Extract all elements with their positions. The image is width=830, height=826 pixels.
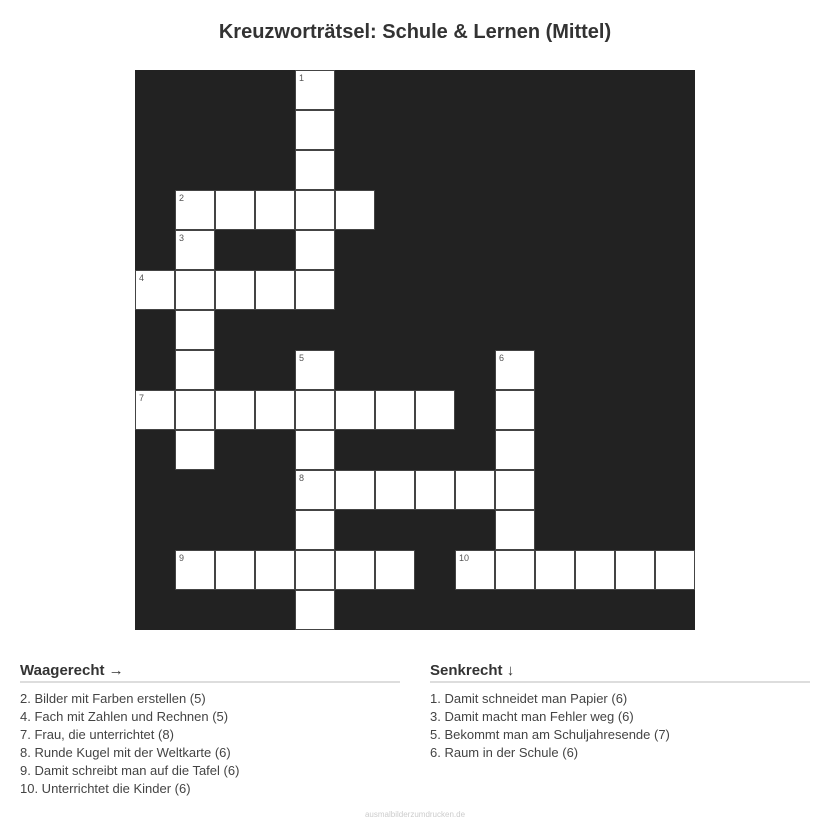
puzzle-title: Kreuzworträtsel: Schule & Lernen (Mittel)	[218, 21, 612, 43]
down-clues	[430, 662, 810, 762]
clue-number: 3	[179, 233, 185, 243]
grid-cell[interactable]	[255, 550, 295, 590]
across-clue-8: 8. Runde Kugel mit der Weltkarte (6)	[20, 745, 231, 760]
grid-cell[interactable]	[175, 190, 215, 230]
grid-cell[interactable]	[375, 390, 415, 430]
grid-cell[interactable]	[335, 550, 375, 590]
grid-cell[interactable]	[295, 390, 335, 430]
down-heading: Senkrecht ↓	[430, 662, 810, 683]
grid-cell[interactable]	[495, 430, 535, 470]
grid-cell[interactable]	[215, 390, 255, 430]
down-clue-3: 3. Damit macht man Fehler weg (6)	[430, 709, 634, 724]
grid-cell[interactable]	[135, 390, 175, 430]
grid-cell[interactable]	[575, 550, 615, 590]
grid-cell[interactable]	[175, 390, 215, 430]
across-clues	[20, 662, 400, 798]
grid-cell[interactable]	[495, 470, 535, 510]
grid-cell[interactable]	[295, 270, 335, 310]
grid-cell[interactable]	[175, 230, 215, 270]
grid-cell[interactable]	[215, 270, 255, 310]
grid-cell[interactable]	[175, 430, 215, 470]
grid-cell[interactable]	[295, 230, 335, 270]
grid-cell[interactable]	[295, 350, 335, 390]
grid-cell[interactable]	[255, 270, 295, 310]
grid-cell[interactable]	[655, 550, 695, 590]
grid-cell[interactable]	[295, 190, 335, 230]
clue-number: 2	[179, 193, 185, 203]
grid-cell[interactable]	[335, 390, 375, 430]
clue-number: 7	[139, 393, 145, 403]
clue-number: 4	[139, 273, 145, 283]
clue-number: 1	[299, 73, 305, 83]
grid-cell[interactable]	[335, 470, 375, 510]
clue-number: 10	[459, 553, 470, 563]
grid-cell[interactable]	[175, 350, 215, 390]
grid-cell[interactable]	[495, 510, 535, 550]
clue-number: 8	[299, 473, 305, 483]
across-clue-4: 4. Fach mit Zahlen und Rechnen (5)	[20, 709, 229, 724]
clue-number: 5	[299, 353, 305, 363]
grid-cell[interactable]	[215, 550, 255, 590]
grid-cell[interactable]	[375, 470, 415, 510]
grid-cell[interactable]	[175, 310, 215, 350]
grid-cell[interactable]	[295, 470, 335, 510]
clue-number: 9	[179, 553, 185, 563]
across-clue-7: 7. Frau, die unterrichtet (8)	[20, 727, 174, 742]
grid-cell[interactable]	[415, 470, 455, 510]
down-clue-6: 6. Raum in der Schule (6)	[430, 745, 579, 760]
grid-cell[interactable]	[295, 70, 335, 110]
grid-cell[interactable]	[535, 550, 575, 590]
grid-cell[interactable]	[335, 190, 375, 230]
grid-cell[interactable]	[175, 550, 215, 590]
across-heading: Waagerecht →	[20, 662, 400, 683]
grid-cell[interactable]	[415, 390, 455, 430]
grid-cell[interactable]	[295, 590, 335, 630]
across-clue-2: 2. Bilder mit Farben erstellen (5)	[20, 691, 206, 706]
grid-cell[interactable]	[255, 190, 295, 230]
down-clue-1: 1. Damit schneidet man Papier (6)	[430, 691, 628, 706]
grid-cell[interactable]	[615, 550, 655, 590]
grid-cell[interactable]	[255, 390, 295, 430]
grid-cell[interactable]	[175, 270, 215, 310]
grid-cell[interactable]	[495, 550, 535, 590]
grid-cell[interactable]	[135, 270, 175, 310]
across-clue-9: 9. Damit schreibt man auf die Tafel (6)	[20, 763, 240, 778]
grid-cell[interactable]	[455, 550, 495, 590]
grid-cell[interactable]	[295, 430, 335, 470]
grid-cell[interactable]	[295, 110, 335, 150]
grid-cell[interactable]	[495, 390, 535, 430]
clue-number: 6	[499, 353, 505, 363]
grid-cell[interactable]	[215, 190, 255, 230]
grid-cell[interactable]	[495, 350, 535, 390]
crossword-grid	[135, 70, 695, 630]
grid-cell[interactable]	[295, 150, 335, 190]
grid-cell[interactable]	[295, 510, 335, 550]
down-clue-5: 5. Bekommt man am Schuljahresende (7)	[430, 727, 670, 742]
grid-cell[interactable]	[455, 470, 495, 510]
grid-cell[interactable]	[295, 550, 335, 590]
grid-cell[interactable]	[375, 550, 415, 590]
footer-credit: ausmalbilderzumdrucken.de	[364, 810, 466, 819]
across-clue-10: 10. Unterrichtet die Kinder (6)	[20, 781, 191, 796]
